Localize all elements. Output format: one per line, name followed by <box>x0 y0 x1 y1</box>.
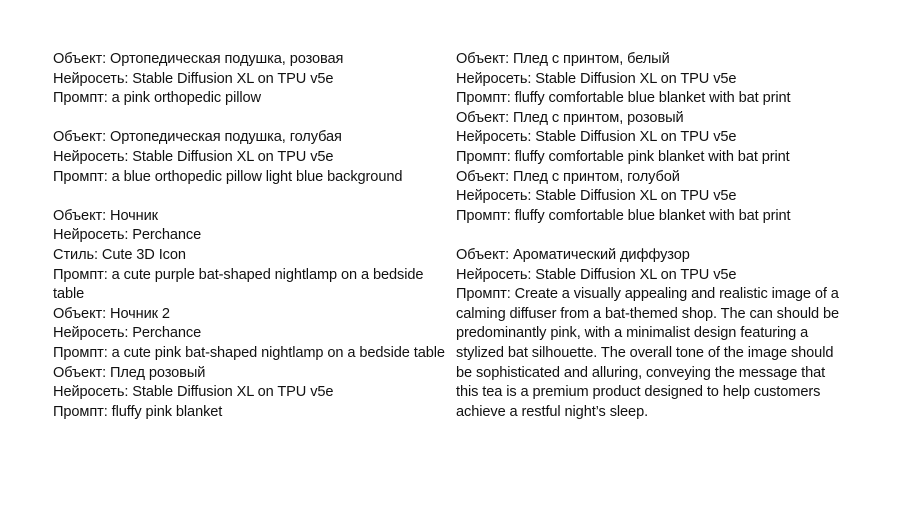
prompt-line: Промпт: Create a visually appealing and realistic image of a calming diffuser from a bat-themed shop. The can should be predominantly pink, with a minimalist design featuring a stylized bat silhouette. The overall tone of the image should be sophisticated and alluring, conveying the message that this tea is a premium product designed to help customers achieve a restful night’s sleep. <box>456 286 840 420</box>
network-line: Нейросеть: Stable Diffusion XL on TPU v5e <box>456 188 737 205</box>
network-line: Нейросеть: Stable Diffusion XL on TPU v5e <box>53 148 334 165</box>
entry-blue-pillow <box>53 128 445 187</box>
prompt-line: Промпт: a cute purple bat-shaped nightlamp on a bedside table <box>53 266 424 303</box>
network-line: Нейросеть: Stable Diffusion XL on TPU v5e <box>53 384 334 401</box>
prompt-line: Промпт: fluffy comfortable blue blanket with bat print <box>456 90 791 107</box>
network-line: Нейросеть: Stable Diffusion XL on TPU v5e <box>456 129 737 146</box>
object-line: Объект: Плед розовый <box>53 364 206 381</box>
object-line: Объект: Ночник 2 <box>53 305 170 322</box>
entry-diffuser <box>456 246 848 422</box>
left-column <box>53 50 445 422</box>
object-line: Объект: Плед с принтом, голубой <box>456 168 680 185</box>
entry-print-blanket-blue <box>456 168 848 227</box>
object-line: Объект: Ароматический диффузор <box>456 246 690 263</box>
prompt-line: Промпт: a blue orthopedic pillow light blue background <box>53 168 403 185</box>
prompt-line: Промпт: fluffy pink blanket <box>53 403 223 420</box>
prompt-line: Промпт: fluffy comfortable pink blanket with bat print <box>456 148 790 165</box>
right-column <box>456 50 848 422</box>
object-line: Объект: Плед с принтом, розовый <box>456 109 684 126</box>
entry-pink-blanket <box>53 364 445 423</box>
network-line: Нейросеть: Stable Diffusion XL on TPU v5e <box>456 70 737 87</box>
prompt-line: Промпт: a cute pink bat-shaped nightlamp on a bedside table <box>53 344 445 361</box>
network-line: Нейросеть: Stable Diffusion XL on TPU v5e <box>456 266 737 283</box>
entry-print-blanket-pink <box>456 109 848 168</box>
object-line: Объект: Ортопедическая подушка, голубая <box>53 129 342 146</box>
network-line: Нейросеть: Perchance <box>53 325 202 342</box>
object-line: Объект: Плед с принтом, белый <box>456 51 670 67</box>
style-line: Стиль: Cute 3D Icon <box>53 246 186 263</box>
network-line: Нейросеть: Stable Diffusion XL on TPU v5e <box>53 70 334 87</box>
network-line: Нейросеть: Perchance <box>53 227 202 244</box>
entry-print-blanket-white <box>456 50 848 109</box>
prompt-line: Промпт: fluffy comfortable blue blanket with bat print <box>456 207 791 224</box>
entry-nightlamp <box>53 207 445 305</box>
object-line: Объект: Ночник <box>53 207 158 224</box>
object-line: Объект: Ортопедическая подушка, розовая <box>53 51 344 67</box>
entry-nightlamp-2 <box>53 305 445 364</box>
entry-pink-pillow <box>53 50 445 109</box>
prompt-line: Промпт: a pink orthopedic pillow <box>53 90 261 107</box>
